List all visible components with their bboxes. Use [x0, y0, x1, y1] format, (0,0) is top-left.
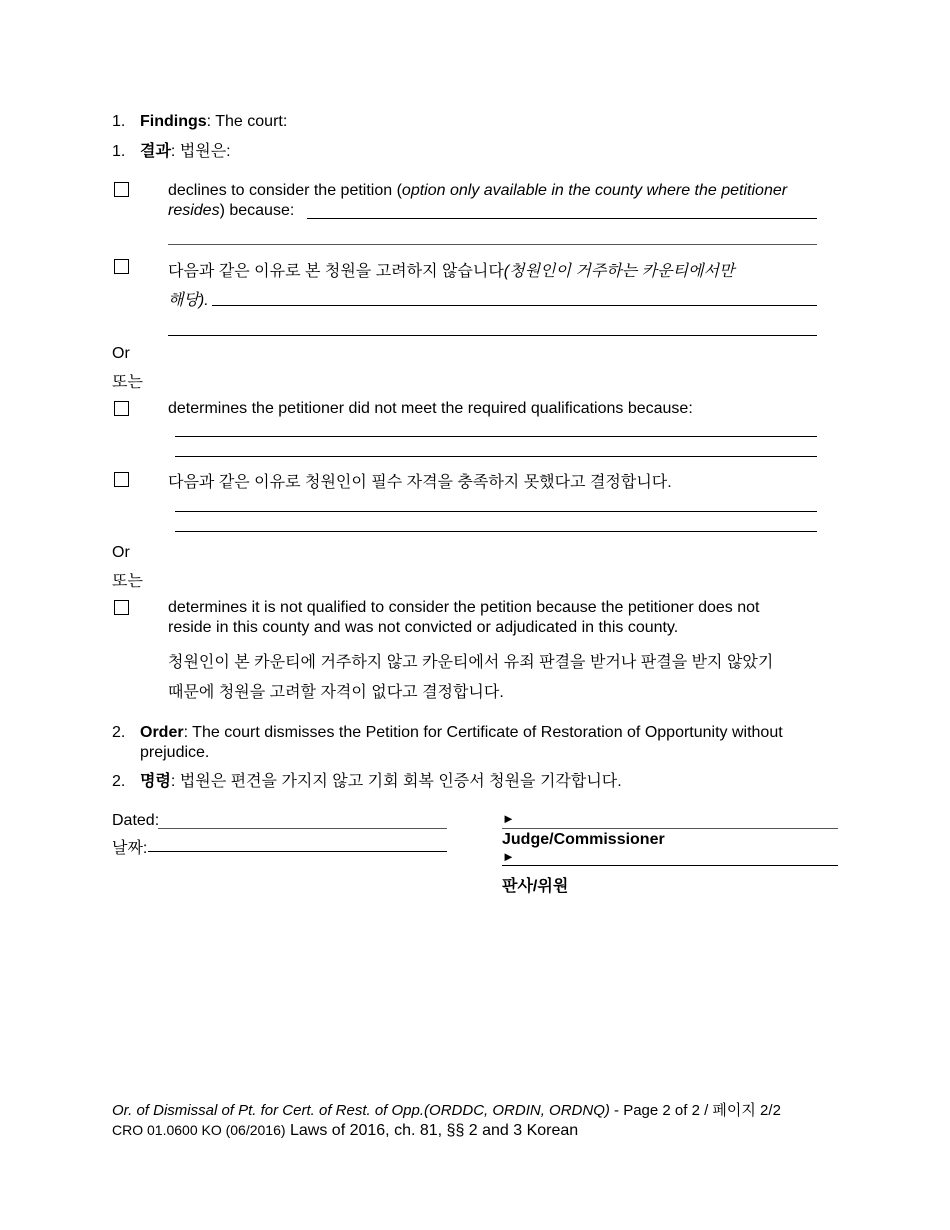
decline-reason-line-ko-2[interactable]	[168, 335, 817, 336]
qualifications-text-ko: 다음과 같은 이유로 청원인이 필수 자격을 충족하지 못했다고 결정합니다.	[168, 474, 672, 491]
signature-arrow-icon-2: ►	[502, 849, 515, 864]
not-qualified-text-ko-2: 때문에 청원을 고려할 자격이 없다고 결정합니다.	[168, 684, 504, 701]
or-separator-ko-2: 또는	[112, 573, 143, 590]
dated-line-en[interactable]	[158, 828, 447, 829]
judge-signature-line-ko[interactable]	[502, 865, 838, 866]
decline-reason-line-en-1[interactable]	[307, 218, 817, 219]
or-separator-ko: 또는	[112, 374, 143, 391]
order-text-en-1: 2. Order: The court dismisses the Petition for Certificate of Restoration of Opportunity without	[112, 724, 783, 741]
not-qualified-text-en-1: determines it is not qualified to consider the petition because the petitioner does not	[168, 599, 760, 616]
decline-petition-text-en: declines to consider the petition (option only available in the county where the petitioner	[168, 182, 788, 199]
qualifications-text-en: determines the petitioner did not meet the required qualifications because:	[168, 400, 693, 417]
findings-heading-en: 1. Findings: The court:	[112, 113, 288, 130]
qualifications-checkbox-en[interactable]	[114, 401, 129, 416]
qualifications-line-en-1[interactable]	[175, 436, 817, 437]
judge-role-ko: 판사/위원	[502, 878, 569, 895]
order-text-ko: 2. 명령: 법원은 편견을 가지지 않고 기회 회복 인증서 청원을 기각합니다.	[112, 773, 622, 790]
footer-title: Or. of Dismissal of Pt. for Cert. of Rest. of Opp.(ORDDC, ORDIN, ORDNQ) - Page 2 of 2 / 페이지 2/2	[112, 1102, 781, 1119]
signature-arrow-icon: ►	[502, 811, 515, 826]
or-separator-en: Or	[112, 345, 130, 362]
or-separator-en-2: Or	[112, 544, 130, 561]
not-qualified-text-en-2: reside in this county and was not convicted or adjudicated in this county.	[168, 619, 679, 636]
decline-petition-text-en-2: resides) because:	[168, 202, 295, 219]
decline-petition-checkbox-en[interactable]	[114, 182, 129, 197]
not-qualified-text-ko-1: 청원인이 본 카운티에 거주하지 않고 카운티에서 유죄 판결을 받거나 판결을 받지 않았기	[168, 654, 774, 671]
footer-form-code: CRO 01.0600 KO (06/2016) Laws of 2016, ch. 81, §§ 2 and 3 Korean	[112, 1122, 579, 1139]
dated-label-ko: 날짜:	[112, 840, 148, 857]
dated-label-en: Dated:	[112, 812, 160, 829]
decline-petition-text-ko: 다음과 같은 이유로 본 청원을 고려하지 않습니다(청원인이 거주하는 카운티에서만	[168, 263, 735, 280]
judge-role-en: Judge/Commissioner	[502, 831, 665, 848]
decline-petition-text-ko-2: 해당).	[168, 292, 209, 309]
not-qualified-checkbox[interactable]	[114, 600, 129, 615]
qualifications-line-ko-1[interactable]	[175, 511, 817, 512]
judge-signature-line-en[interactable]	[502, 828, 838, 829]
dated-line-ko[interactable]	[148, 851, 447, 852]
decline-petition-checkbox-ko[interactable]	[114, 259, 129, 274]
decline-reason-line-ko-1[interactable]	[212, 305, 817, 306]
qualifications-checkbox-ko[interactable]	[114, 472, 129, 487]
qualifications-line-en-2[interactable]	[175, 456, 817, 457]
decline-reason-line-en-2[interactable]	[168, 244, 817, 245]
findings-heading-ko: 1. 결과: 법원은:	[112, 143, 231, 160]
qualifications-line-ko-2[interactable]	[175, 531, 817, 532]
order-text-en-2: prejudice.	[140, 744, 210, 761]
